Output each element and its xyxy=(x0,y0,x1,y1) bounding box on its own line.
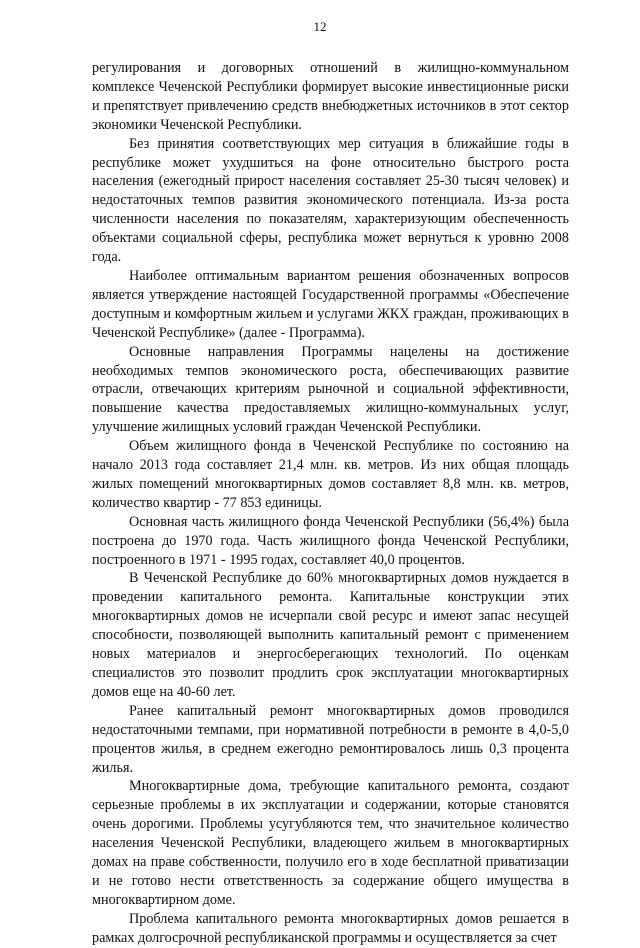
paragraph-continuation: регулирования и договорных отношений в жилищно-коммунальном комплексе Чеченской Республики формирует высокие инвестиционные риски и препятствует привлечению средств внебюджетных источников в этот сектор экономики Чеченской Республики. xyxy=(92,60,569,133)
paragraph-program-directions: Основные направления Программы нацелены на достижение необходимых темпов экономического роста, обеспечивающих развитие отрасли, отвечающих критериям рыночной и социальной эффективности, повышение качества предоставляемых жилищно-коммунальных услуг, улучшение жилищных условий граждан Чеченской Республики. xyxy=(92,343,569,436)
paragraph-capital-repair-need: В Чеченской Республике до 60% многоквартирных домов нуждается в проведении капитального ремонта. Капитальные конструкции этих многоквартирных домов не исчерпали свой ресурс и имеют запас несущей способности, позволяющей выполнить капитальный ремонт с применением новых материалов и энергосберегающих технологий. По оценкам специалистов это позволит продлить срок эксплуатации многоквартирных домов еще на 40-60 лет. xyxy=(92,570,569,700)
paragraph-repair-rates: Ранее капитальный ремонт многоквартирных домов проводился недостаточными темпами, при нормативной потребности в ремонте в 4,0-5,0 процентов жилья, в среднем ежегодно ремонтировалось лишь 0,3 процента жилья. xyxy=(92,702,569,776)
paragraph-population-growth: Без принятия соответствующих мер ситуация в ближайшие годы в республике может ухудшиться на фоне относительно быстрого роста населения (ежегодный прирост населения составляет 25-30 тысяч человек) и недостаточных темпов развития экономического потенциала. Из-за роста численности населения по показателям, характеризующим обеспеченность объектами социальной сферы, республика может вернуться к уровню 2008 года. xyxy=(92,135,569,266)
paragraph-repair-problems: Многоквартирные дома, требующие капитального ремонта, создают серьезные проблемы в их эксплуатации и содержании, которые становятся очень дорогими. Проблемы усугубляются тем, что значительное количество населения Чеченской Республики, владеющего жильем в многоквартирных домах на праве собственности, получило его в ходе бесплатной приватизации и не готово нести ответственность за содержание общего имущества в многоквартирном доме. xyxy=(92,778,569,908)
document-body xyxy=(92,59,569,948)
paragraph-housing-age: Основная часть жилищного фонда Чеченской Республики (56,4%) была построена до 1970 года. Часть жилищного фонда Чеченской Республики, построенного в 1971 - 1995 годах, составляет 40,0 процентов. xyxy=(92,513,569,568)
paragraph-repair-program: Проблема капитального ремонта многоквартирных домов решается в рамках долгосрочной республиканской программы и осуществляется за счет xyxy=(92,910,569,946)
paragraph-program-approval: Наиболее оптимальным вариантом решения обозначенных вопросов является утверждение настоящей Государственной программы «Обеспечение доступным и комфортным жильем и услугами ЖКХ граждан, проживающих в Чеченской Республике» (далее - Программа). xyxy=(92,267,569,341)
page-number: 12 xyxy=(313,19,327,34)
paragraph-housing-volume: Объем жилищного фонда в Чеченской Республике по состоянию на начало 2013 года составляет 21,4 млн. кв. метров. Из них общая площадь жилых помещений многоквартирных домов составляет 8,8 млн. кв. метров, количество квартир - 77 853 единицы. xyxy=(92,438,569,511)
